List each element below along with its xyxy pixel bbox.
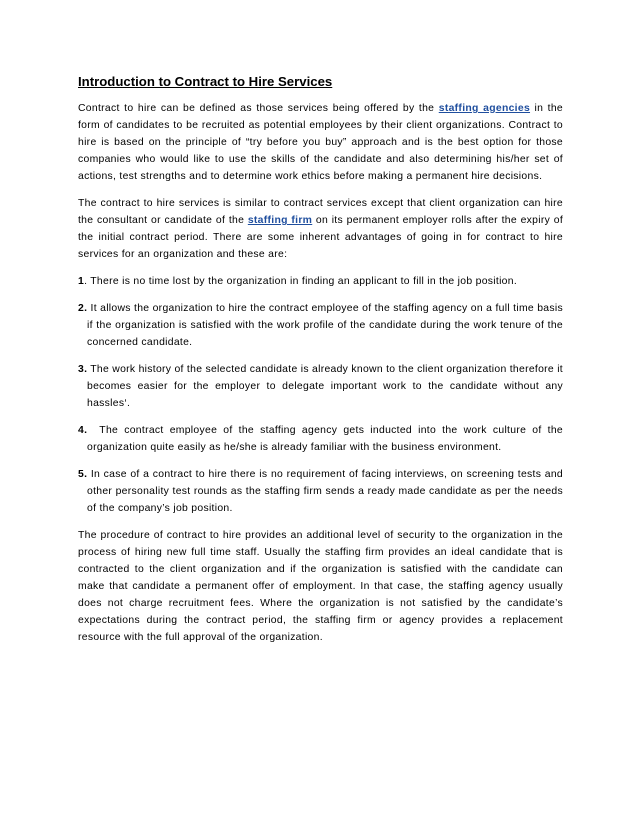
staffing-agencies-link[interactable]: staffing agencies <box>438 103 531 114</box>
document-title: Introduction to Contract to Hire Services <box>78 74 333 89</box>
advantage-number: 2. <box>78 303 88 314</box>
staffing-firm-link[interactable]: staffing firm <box>247 215 313 226</box>
advantage-item-1 <box>78 273 563 290</box>
paragraph-similar-text-end: on its permanent employer rolls after the expiry of the initial contract period. There are some inherent advantages of going in for contract to hire services for an organization and these are: <box>78 215 564 260</box>
advantage-number: 3. <box>78 364 88 375</box>
advantage-item-4 <box>78 422 567 456</box>
advantage-text: The work history of the selected candidate is already known to the client organization therefore it becomes easier for the employer to delegate important work to the candidate without any hassles‘. <box>87 364 563 409</box>
paragraph-intro-text-end: in the form of candidates to be recruited as potential employees by their client organizations. Contract to hire is based on the principle of “try before you buy” approach and is the best option for those companies who would like to use the skills of the candidate and also determining his/her set of actions, test strengths and to determine work ethics before making a permanent hire decisions. <box>78 103 564 182</box>
paragraph-similar <box>78 195 563 263</box>
advantage-item-3 <box>78 361 563 412</box>
paragraph-intro <box>78 100 563 185</box>
advantage-item-5 <box>78 466 563 517</box>
advantage-text: . There is no time lost by the organization in finding an applicant to fill in the job position. <box>84 276 518 287</box>
paragraph-intro-text-start: Contract to hire can be defined as those services being offered by the <box>78 103 439 114</box>
advantage-number: 1 <box>78 276 85 287</box>
advantage-text: The contract employee of the staffing agency gets inducted into the work culture of the organization quite easily as he/she is already familiar with the business environment. <box>87 425 567 453</box>
paragraph-similar-text-start: The contract to hire services is similar to contract services except that client organization can hire the consultant or candidate of the <box>78 198 563 226</box>
paragraph-procedure: The procedure of contract to hire provides an additional level of security to the organization in the process of hiring new full time staff. Usually the staffing firm provides an ideal candidate that is contracted to the client organization and if the organization is satisfied with the candidate can make that candidate a permanent offer of employment. In that case, the staffing agency usually does not charge recruitment fees. Where the organization is not satisfied by the candidate’s expectations during the contract period, the staffing firm or agency provides a replacement resource with the full approval of the organization. <box>78 530 563 643</box>
advantage-text: It allows the organization to hire the contract employee of the staffing agency on a full time basis if the organization is satisfied with the work profile of the candidate during the work tenure of the concerned candidate. <box>87 303 563 348</box>
advantage-item-2 <box>78 300 563 351</box>
advantage-number: 5. <box>78 469 88 480</box>
advantage-number: 4. <box>78 425 88 436</box>
advantage-text: In case of a contract to hire there is no requirement of facing interviews, on screening tests and other personality test rounds as the staffing firm sends a ready made candidate as per the needs of the company’s job position. <box>87 469 563 514</box>
